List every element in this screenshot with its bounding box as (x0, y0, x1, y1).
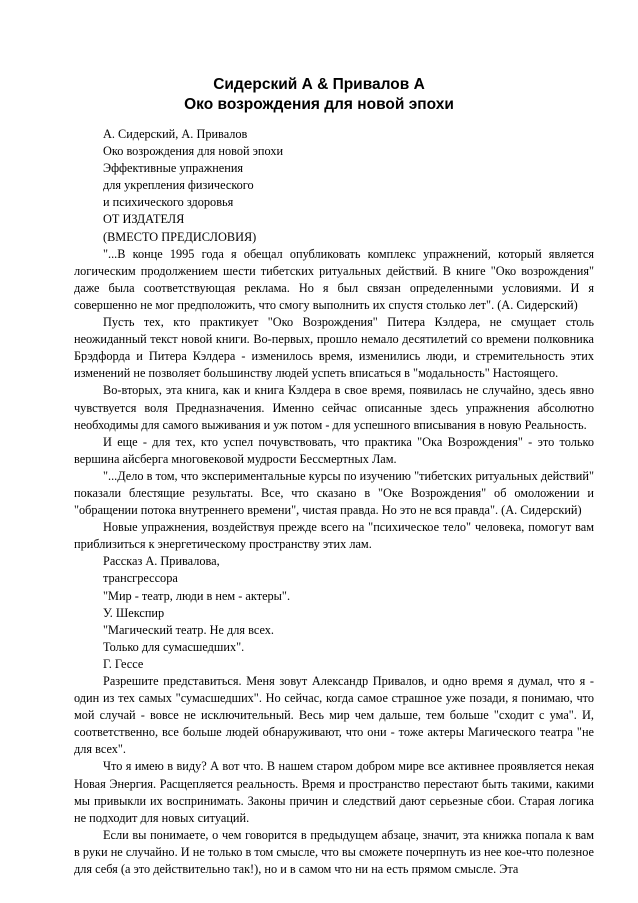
document-body (74, 126, 594, 878)
intro-line: А. Сидерский, А. Привалов (103, 127, 248, 141)
epigraph-line: "Мир - театр, люди в нем - актеры". (103, 588, 291, 603)
intro-line: Око возрождения для новой эпохи (103, 144, 284, 159)
intro-line: (ВМЕСТО ПРЕДИСЛОВИЯ) (103, 229, 257, 244)
title-authors: Сидерский А & Привалов А (213, 76, 425, 93)
paragraph: Пусть тех, кто практикует "Око Возрождения" Питера Кэлдера, не смущает столь неожиданный текст новой книги. Во-первых, прошло немало десятилетий со времени полковника Брэдфорда и Питера Кэлдера - изменилось время, изменились люди, и стремительность этих изменений не позволяет большинству людей успеть вписаться в "модальность" Настоящего. (74, 315, 594, 381)
intro-line: Эффективные упражнения (103, 161, 244, 176)
paragraph: Во-вторых, эта книга, как и книга Кэлдера в свое время, появилась не случайно, здесь явно чувствуется воля Предназначения. Именно сейчас описанные здесь упражнения абсолютно необходимы для самого выживания и уж потом - для успешного вписывания в новую Реальность. (74, 383, 594, 432)
paragraph: Если вы понимаете, о чем говорится в предыдущем абзаце, значит, эта книжка попала к вам в руки не случайно. И не только в том смысле, что вы сможете почерпнуть из нее кое-что полезное для себя (а это действительно так!), но и в самом что ни на есть прямом смысле. Эта (74, 827, 594, 877)
paragraph: И еще - для тех, кто успел почувствовать, что практика "Ока Возрождения" - это только вершина айсберга многовековой мудрости Бессмертных Лам. (74, 434, 594, 466)
paragraph: Новые упражнения, воздействуя прежде всего на "психическое тело" человека, помогут вам приблизиться к энергетическому пространству этих лам. (74, 520, 594, 552)
paragraph: "...Дело в том, что экспериментальные курсы по изучению "тибетских ритуальных действий" показали блестящие результаты. Все, что сказано в "Оке Возрождения" об омоложении и "обращении потока внутреннего времени", чистая правда. Но это не вся правда". (А. Сидерский) (74, 468, 594, 518)
epigraph-line: трансгрессора (103, 571, 178, 586)
intro-line: ОТ ИЗДАТЕЛЯ (103, 212, 185, 227)
epigraph-line: Рассказ А. Привалова, (103, 554, 220, 569)
paragraph: Что я имею в виду? А вот что. В нашем старом добром мире все активнее проявляется некая Новая Энергия. Расщепляется реальность. Время и пространство перестают быть такими, какими мы привыкли их воспринимать. Законы причин и следствий дают серьезные сбои. Старая логика не подходит для новых ситуаций. (74, 759, 594, 825)
paragraph: Разрешите представиться. Меня зовут Александр Привалов, и одно время я думал, что я - один из тех самых "сумасшедших". Но сейчас, когда самое страшное уже позади, я понимаю, что мой случай - вовсе не исключительный. Весь мир чем дальше, тем больше "сходит с ума". И, соответственно, все больше людей обнаруживают, что они - тоже актеры Магического театра "не для всех". (74, 674, 594, 757)
title-book: Око возрождения для новой эпохи (184, 96, 454, 113)
intro-line: и психического здоровья (103, 195, 234, 210)
paragraph: "...В конце 1995 года я обещал опубликовать комплекс упражнений, который является логическим продолжением шести тибетских ритуальных действий. В книге "Око возрождения" даже была соответствующая реклама. Но я был связан определенными условиями. И я совершенно не мог предположить, что смогу выполнить их спустя столько лет". (А. Сидерский) (74, 246, 594, 312)
epigraph-line: Только для сумасшедших". (103, 639, 245, 654)
epigraph-line: Г. Гессе (103, 656, 144, 671)
intro-line: для укрепления физического (103, 178, 254, 193)
epigraph-line: У. Шекспир (103, 605, 165, 620)
epigraph-line: "Магический театр. Не для всех. (103, 622, 274, 637)
